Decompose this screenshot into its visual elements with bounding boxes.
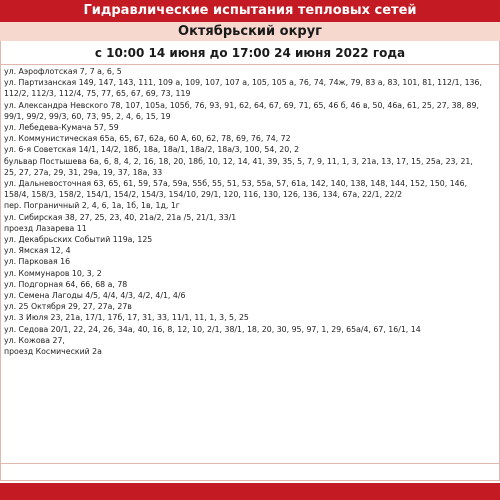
- street-line: ул. 25 Октября 29, 27, 27а, 27в: [4, 302, 132, 312]
- street-line: ул. Подгорная 64, 66, 68 а, 78: [4, 279, 128, 289]
- footer-bar: [0, 483, 500, 500]
- street-line: ул. Декабрьских Событий 119а, 125: [4, 235, 153, 245]
- street-line: 99/1, 99/2, 99/3, 60, 73, 95, 2, 4, 6, 15, 19: [4, 111, 171, 121]
- street-line: 158/4, 158/3, 158/2, 154/1, 154/2, 154/3, 154/10, 29/1, 120, 116, 130, 126, 136, 134, 67а, 22/1, 22/2: [4, 190, 403, 200]
- street-line: ул. Лебедева-Кумача 57, 59: [4, 123, 119, 133]
- district-heading: Октябрьский округ: [0, 22, 500, 41]
- street-list: [4, 66, 496, 357]
- street-line: ул. Парковая 16: [4, 257, 71, 267]
- street-line: ул. Ямская 12, 4: [4, 246, 71, 256]
- street-line: проезд Космический 2а: [4, 347, 102, 357]
- street-line: 112/2, 112/3, 112/4, 75, 77, 65, 67, 69, 73, 119: [4, 89, 191, 99]
- street-line: бульвар Постышева 6а, 6, 8, 4, 2, 16, 18, 20, 18б, 10, 12, 14, 41, 39, 35, 5, 7, 9, 11, 1, 3, 21а, 13, 17, 15, 25а, 23, 21,: [4, 156, 473, 166]
- street-line: ул. Кожова 27,: [4, 335, 65, 345]
- street-line: ул. 6-я Советская 14/1, 14/2, 18б, 18а, 18а/1, 18а/2, 18а/3, 100, 54, 20, 2: [4, 145, 300, 155]
- street-line: ул. Семена Лагоды 4/5, 4/4, 4/3, 4/2, 4/1, 4/6: [4, 291, 186, 301]
- divider: [0, 463, 500, 464]
- page-title: Гидравлические испытания тепловых сетей: [0, 0, 500, 22]
- street-line: ул. Партизанская 149, 147, 143, 111, 109 а, 109, 107, 107 а, 105, 105 а, 76, 74, 74ж, 79, 83 а, 83, 101, 81, 112/1, 136,: [4, 78, 482, 88]
- street-line: ул. Дальневосточная 63, 65, 61, 59, 57а, 59а, 55б, 55, 51, 53, 55а, 57, 61а, 142, 140, 138, 148, 144, 152, 150, 146,: [4, 179, 468, 189]
- date-range: с 10:00 14 июня до 17:00 24 июня 2022 года: [94, 46, 406, 60]
- street-line: проезд Лазарева 11: [4, 223, 87, 233]
- street-line: 25, 27, 27а, 29, 31, 29а, 19, 37, 18а, 33: [4, 167, 163, 177]
- divider: [1, 64, 499, 65]
- street-line: ул. Коммунаров 10, 3, 2: [4, 268, 102, 278]
- street-line: пер. Пограничный 2, 4, 6, 1а, 1б, 1в, 1д, 1г: [4, 201, 180, 211]
- street-line: ул. Сибирская 38, 27, 25, 23, 40, 21а/2, 21а /5, 21/1, 33/1: [4, 212, 237, 222]
- street-line: ул. Коммунистическая 65а, 65, 67, 62а, 60 А, 60, 62, 78, 69, 76, 74, 72: [4, 134, 291, 144]
- street-line: ул. Седова 20/1, 22, 24, 26, 34а, 40, 16, 8, 12, 10, 2/1, 38/1, 18, 20, 30, 95, 97, 1, 29, 65а/4, 67, 16/1, 14: [4, 324, 421, 334]
- street-line: ул. 3 Июля 23, 21а, 17/1, 17б, 17, 31, 33, 11/1, 11, 1, 3, 5, 25: [4, 313, 249, 323]
- street-line: ул. Александра Невского 78, 107, 105а, 105б, 76, 93, 91, 62, 64, 67, 69, 71, 65, 46 б, 46 в, 50, 46а, 61, 25, 27, 38, 89,: [4, 100, 479, 110]
- street-line: ул. Аэрофлотская 7, 7 а, 6, 5: [4, 67, 122, 76]
